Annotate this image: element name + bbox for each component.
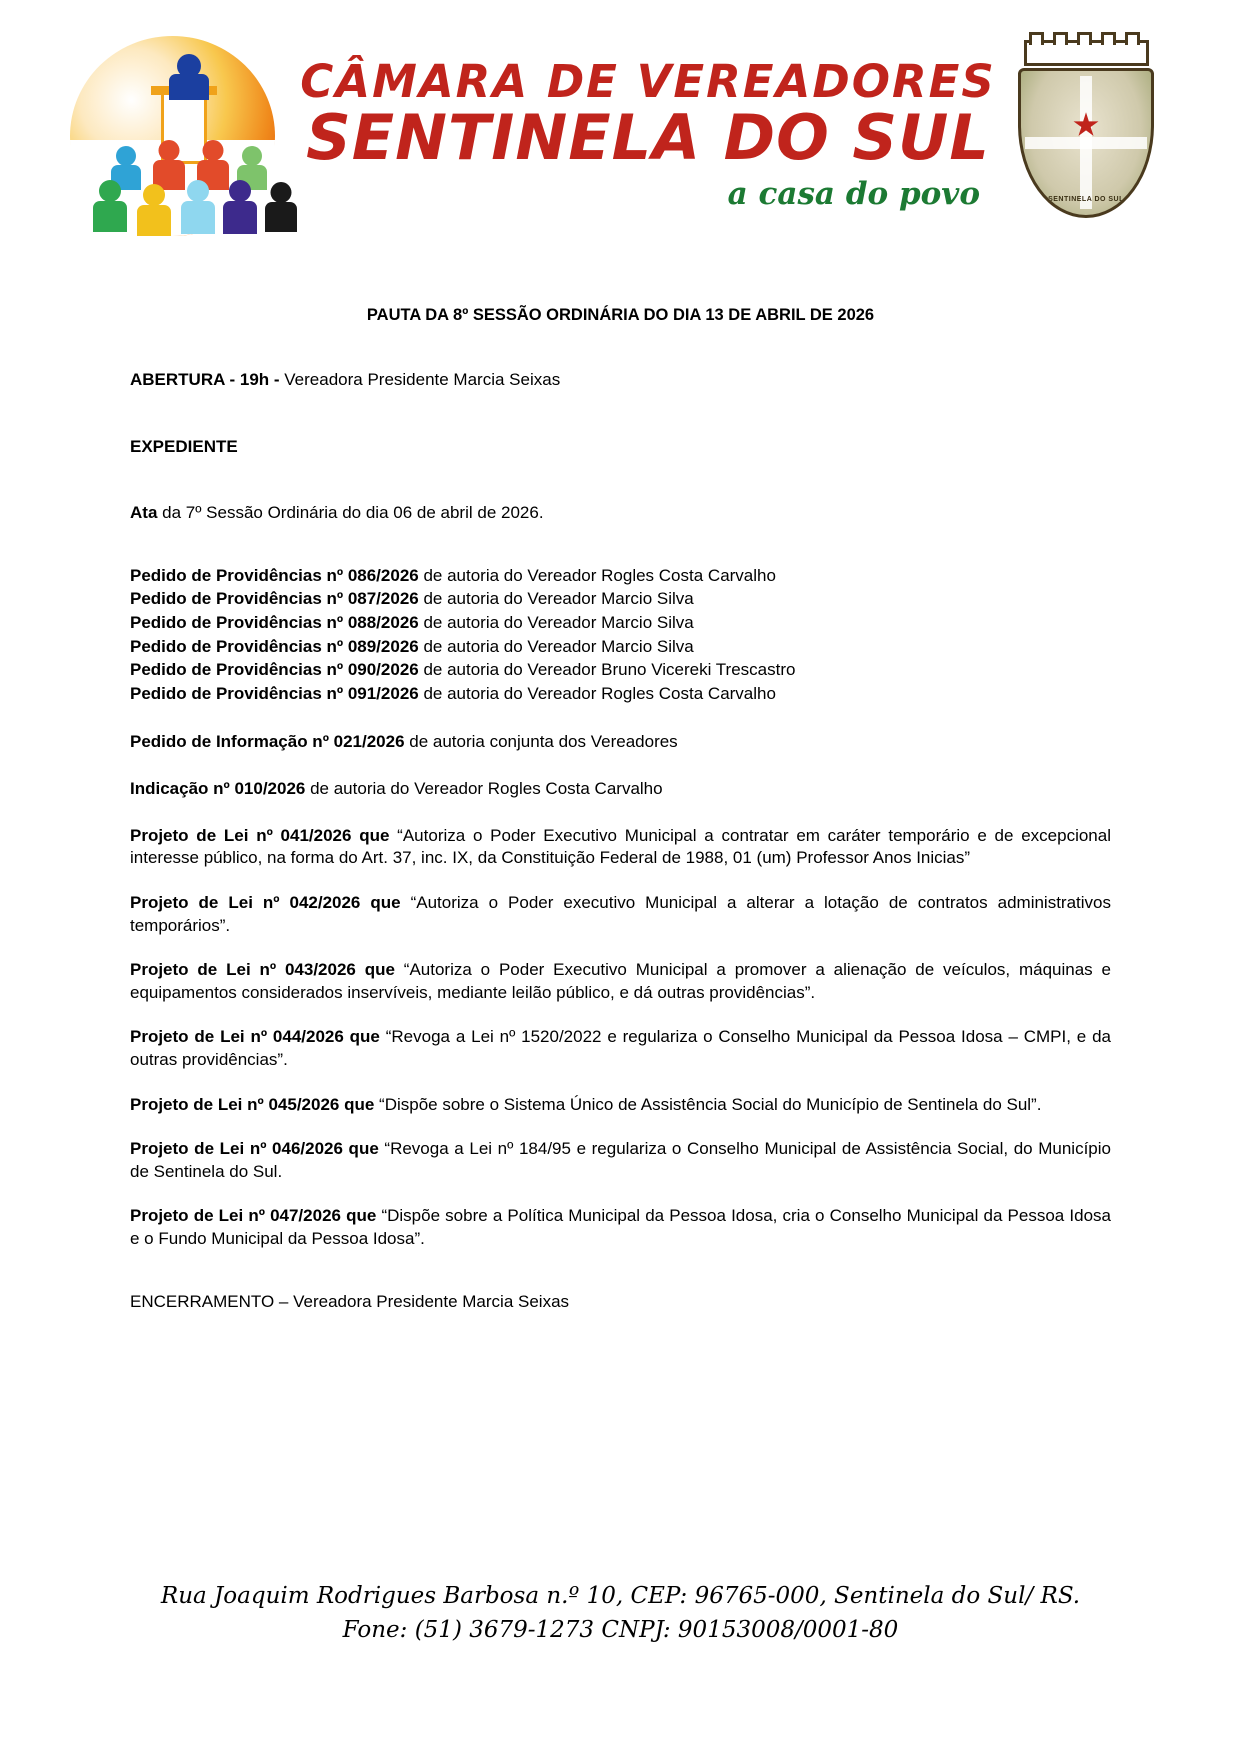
list-item [130, 1205, 1111, 1250]
document-footer [0, 1580, 1241, 1647]
projeto-lei-text: “Autoriza o Poder executivo Municipal a alterar a lotação de contratos administrativos temporários”. [130, 892, 1111, 935]
indicacao-label: Indicação nº 010/2026 [130, 779, 306, 799]
crest-band-label: SENTINELA DO SUL [1048, 195, 1124, 203]
letterhead-titles [280, 54, 1006, 213]
pedido-text: de autoria do Vereador Bruno Vicereki Trescastro [418, 660, 796, 680]
list-item [130, 959, 1111, 1004]
encerramento-text: – Vereadora Presidente Marcia Seixas [274, 1291, 570, 1311]
projetos-lei-list [130, 825, 1111, 1251]
pedido-text: de autoria do Vereador Rogles Costa Carvalho [418, 683, 776, 703]
pedido-label: Pedido de Providências nº 090/2026 [130, 660, 419, 680]
projeto-lei-text: “Dispõe sobre a Política Municipal da Pessoa Idosa, cria o Conselho Municipal da Pessoa Idosa e o Fundo Municipal da Pessoa Idosa”. [130, 1206, 1111, 1249]
projeto-lei-text: “Dispõe sobre o Sistema Único de Assistência Social do Município de Sentinela do Sul”. [374, 1094, 1042, 1114]
projeto-lei-label: Projeto de Lei nº 043/2026 que [130, 960, 395, 980]
pedido-label: Pedido de Providências nº 087/2026 [130, 589, 419, 609]
projeto-lei-label: Projeto de Lei nº 044/2026 que [130, 1027, 380, 1047]
list-item [130, 1094, 1111, 1117]
list-item [130, 683, 1111, 706]
projeto-lei-text: “Autoriza o Poder Executivo Municipal a promover a alienação de veículos, máquinas e equipamentos considerados inservíveis, mediante leilão público, e dá outras providências”. [130, 960, 1111, 1002]
list-item [130, 1026, 1111, 1071]
pedido-informacao-label: Pedido de Informação nº 021/2026 [130, 732, 405, 752]
abertura-label: ABERTURA - 19h - [130, 370, 285, 389]
pedido-text: de autoria do Vereador Marcio Silva [418, 636, 694, 656]
pedidos-providencias-list [130, 565, 1111, 706]
list-item [130, 1138, 1111, 1183]
projeto-lei-label: Projeto de Lei nº 041/2026 que [130, 825, 390, 845]
encerramento-label: ENCERRAMENTO [130, 1291, 275, 1311]
pedido-informacao-line [130, 731, 1111, 754]
chamber-logo-icon [65, 28, 280, 243]
list-item [130, 825, 1111, 870]
list-item [130, 588, 1111, 611]
chamber-title-line1: CÂMARA DE VEREADORES [300, 54, 996, 108]
municipal-coat-of-arms-icon [1006, 28, 1166, 243]
projeto-lei-label: Projeto de Lei nº 042/2026 que [130, 892, 401, 912]
indicacao-text: de autoria do Vereador Rogles Costa Carvalho [305, 779, 663, 799]
projeto-lei-text: “Revoga a Lei nº 184/95 e regulariza o Conselho Municipal de Assistência Social, do Município de Sentinela do Sul. [130, 1139, 1111, 1181]
pedido-label: Pedido de Providências nº 088/2026 [130, 613, 419, 633]
ata-text: da 7º Sessão Ordinária do dia 06 de abril de 2026. [157, 503, 544, 523]
encerramento-line [130, 1291, 1111, 1314]
pedido-label: Pedido de Providências nº 086/2026 [130, 565, 419, 585]
abertura-line [130, 369, 1111, 392]
indicacao-line [130, 778, 1111, 801]
list-item [130, 636, 1111, 659]
list-item [130, 565, 1111, 588]
projeto-lei-label: Projeto de Lei nº 047/2026 que [130, 1206, 377, 1226]
pedido-label: Pedido de Providências nº 091/2026 [130, 683, 419, 703]
page-title: PAUTA DA 8º SESSÃO ORDINÁRIA DO DIA 13 DE ABRIL DE 2026 [366, 306, 875, 324]
projeto-lei-text: “Revoga a Lei nº 1520/2022 e regulariza o Conselho Municipal da Pessoa Idosa – CMPI, e da outras providências”. [130, 1027, 1111, 1069]
expediente-label: EXPEDIENTE [130, 436, 238, 456]
abertura-text: Vereadora Presidente Marcia Seixas [284, 370, 561, 389]
chamber-tagline: a casa do povo [727, 176, 980, 213]
pedido-label: Pedido de Providências nº 089/2026 [130, 636, 419, 656]
pedido-text: de autoria do Vereador Marcio Silva [418, 589, 694, 609]
letterhead [65, 20, 1166, 250]
projeto-lei-text: “Autoriza o Poder Executivo Municipal a contratar em caráter temporário e de excepcional interesse público, na forma do Art. 37, inc. IX, da Constituição Federal de 1988, 01 (um) Professor Anos Inicias” [130, 825, 1111, 868]
ata-line [130, 502, 1111, 525]
projeto-lei-label: Projeto de Lei nº 045/2026 que [130, 1094, 375, 1114]
ata-label: Ata [130, 503, 158, 523]
expediente-heading [130, 436, 1111, 459]
chamber-title-line2: SENTINELA DO SUL [306, 101, 990, 175]
footer-contact: Fone: (51) 3679-1273 CNPJ: 90153008/0001-80 [342, 1616, 899, 1643]
pedido-informacao-text: de autoria conjunta dos Vereadores [404, 732, 678, 752]
list-item [130, 659, 1111, 682]
pedido-text: de autoria do Vereador Rogles Costa Carvalho [418, 565, 776, 585]
pedido-text: de autoria do Vereador Marcio Silva [418, 613, 694, 633]
projeto-lei-label: Projeto de Lei nº 046/2026 que [130, 1139, 379, 1159]
footer-address: Rua Joaquim Rodrigues Barbosa n.º 10, CEP: 96765-000, Sentinela do Sul/ RS. [160, 1583, 1081, 1610]
list-item [130, 892, 1111, 937]
list-item [130, 612, 1111, 635]
